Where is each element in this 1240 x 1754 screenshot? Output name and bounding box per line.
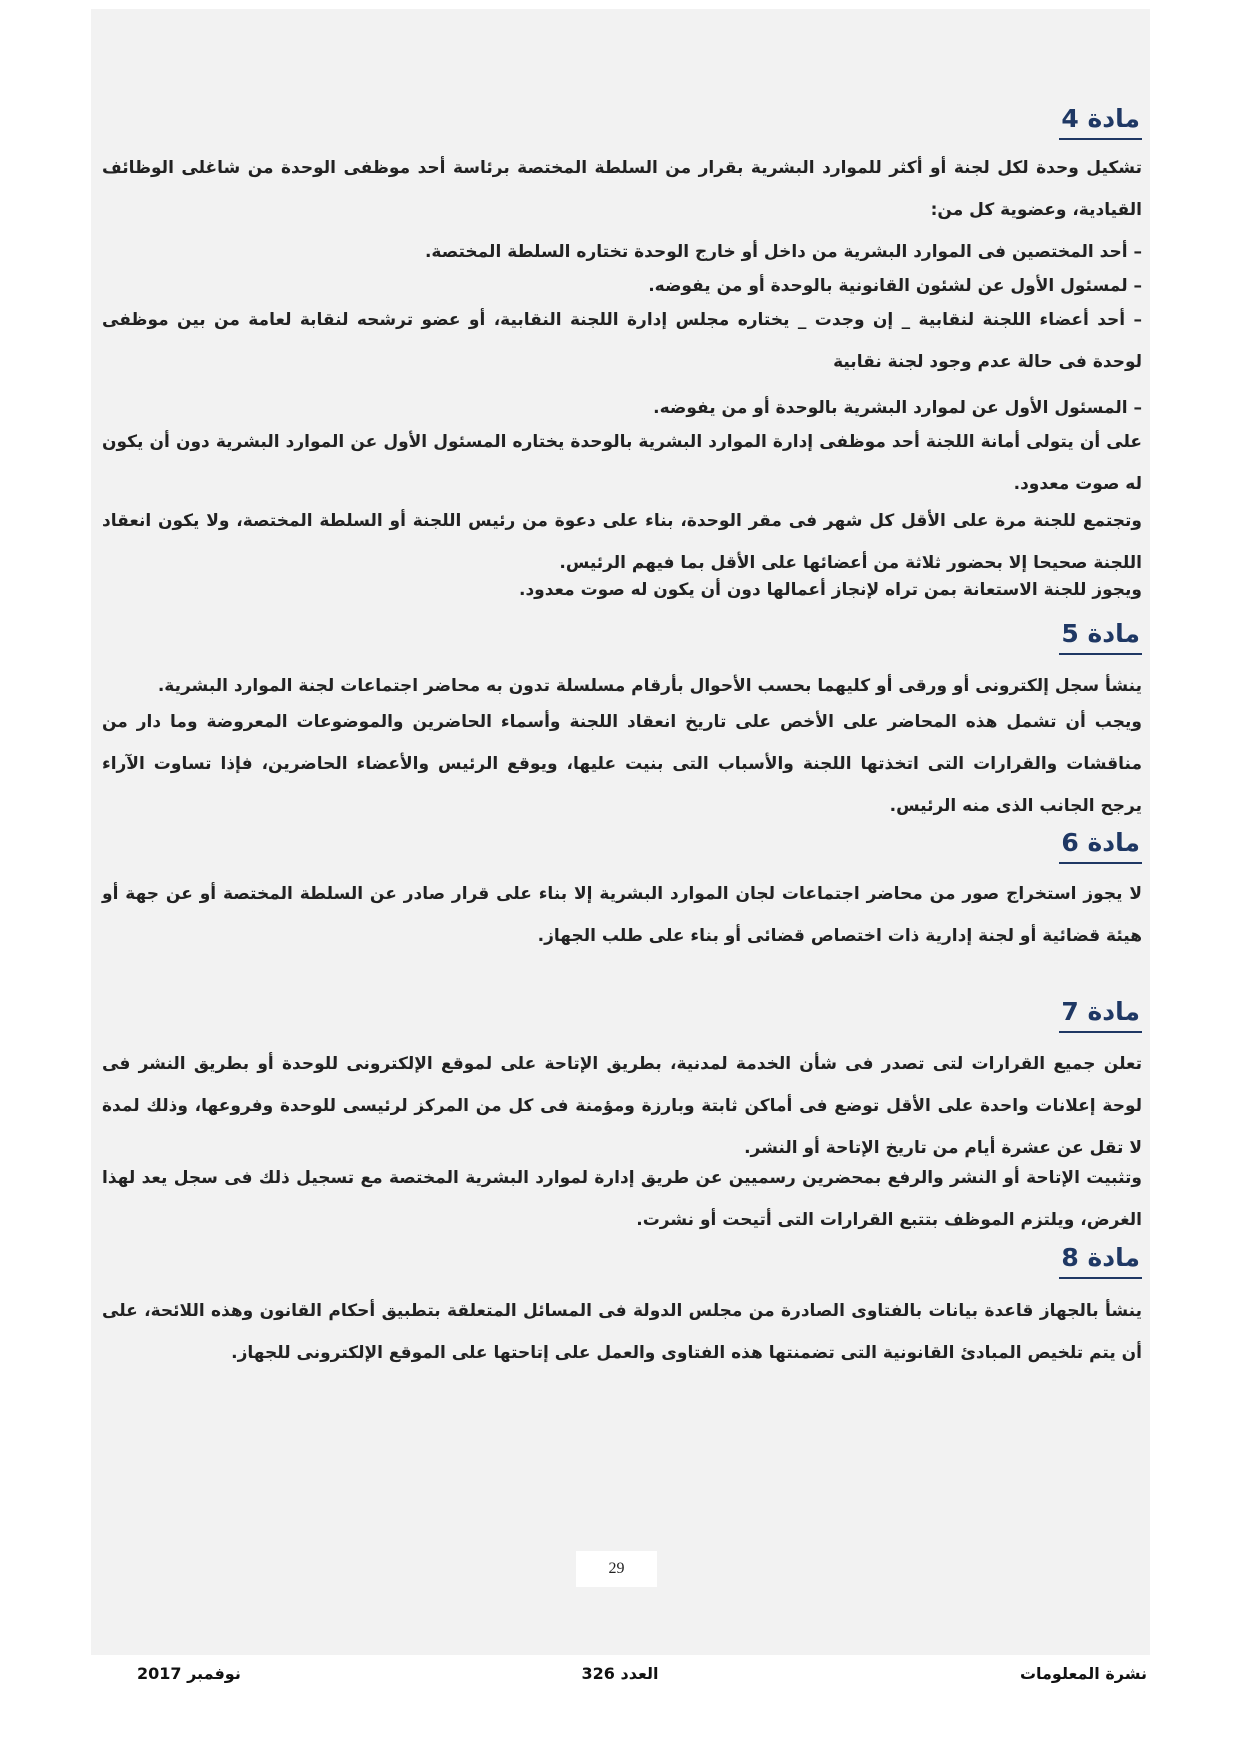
- article-6-para-1: لا يجوز استخراج صور من محاضر اجتماعات لجان الموارد البشرية إلا بناء على قرار صادر عن السلطة المختصة أو عن جهة أو هيئة قضائية أو لجنة إدارية ذات اختصاص قضائى أو بناء على طلب الجهاز.: [102, 884, 1142, 946]
- article-6-heading: مادة 6: [1059, 826, 1142, 864]
- article-7-heading: مادة 7: [1059, 995, 1142, 1033]
- article-8-heading: مادة 8: [1059, 1241, 1142, 1279]
- article-4-para-1: تشكيل وحدة لكل لجنة أو أكثر للموارد البشرية بقرار من السلطة المختصة برئاسة أحد موظفى الوحدة من شاغلى الوظائف القيادية، وعضوية كل من:: [102, 158, 1142, 220]
- article-7-para-1: تعلن جميع القرارات لتى تصدر فى شأن الخدمة لمدنية، بطريق الإتاحة على لموقع الإلكترونى للوحدة أو بطريق النشر فى لوحة إعلانات واحدة على الأقل توضع فى أماكن ثابتة وبارزة ومؤمنة فى كل من المركز لرئيسى للوحدة وفروعها، وذلك لمدة لا تقل عن عشرة أيام من تاريخ الإتاحة أو النشر.: [102, 1054, 1142, 1158]
- page-panel: [91, 9, 1150, 1655]
- article-4-para-4: – أحد أعضاء اللجنة لنقابية _ إن وجدت _ يختاره مجلس إدارة اللجنة النقابية، أو عضو ترشحه لنقابة لعامة من بين موظفى لوحدة فى حالة عدم وجود لجنة نقابية: [102, 310, 1142, 372]
- article-4-para-8: ويجوز للجنة الاستعانة بمن تراه لإنجاز أعمالها دون أن يكون له صوت معدود.: [518, 580, 1142, 600]
- article-4-para-7: وتجتمع للجنة مرة على الأقل كل شهر فى مقر الوحدة، بناء على دعوة من رئيس اللجنة أو السلطة المختصة، ولا يكون انعقاد اللجنة صحيحا إلا بحضور ثلاثة من أعضائها على الأقل بما فيهم الرئيس.: [102, 511, 1142, 573]
- article-5-para-1: ينشأ سجل إلكترونى أو ورقى أو كليهما بحسب الأحوال بأرقام مسلسلة تدون به محاضر اجتماعات لجنة الموارد البشرية.: [157, 676, 1142, 696]
- page-number: 29: [576, 1551, 657, 1587]
- article-4-para-3: – لمسئول الأول عن لشئون القانونية بالوحدة أو من يفوضه.: [648, 276, 1142, 296]
- footer-date: نوفمبر 2017: [137, 1664, 241, 1683]
- footer-publication: نشرة المعلومات: [1019, 1664, 1147, 1683]
- article-8-para-1: ينشأ بالجهاز قاعدة بيانات بالفتاوى الصادرة من مجلس الدولة فى المسائل المتعلقة بتطبيق أحكام القانون وهذه اللائحة، على أن يتم تلخيص المبادئ القانونية التى تضمنتها هذه الفتاوى والعمل على إتاحتها على الموقع الإلكترونى للجهاز.: [102, 1301, 1142, 1363]
- article-4-para-6: على أن يتولى أمانة اللجنة أحد موظفى إدارة الموارد البشرية بالوحدة يختاره المسئول الأول عن الموارد البشرية دون أن يكون له صوت معدود.: [102, 432, 1142, 494]
- article-5-heading: مادة 5: [1059, 617, 1142, 655]
- article-4-para-5: – المسئول الأول عن لموارد البشرية بالوحدة أو من يفوضه.: [653, 398, 1142, 418]
- article-5-para-2: ويجب أن تشمل هذه المحاضر على الأخص على تاريخ انعقاد اللجنة وأسماء الحاضرين والموضوعات المعروضة وما دار من مناقشات والقرارات التى اتخذتها اللجنة والأسباب التى بنيت عليها، ويوقع الرئيس والأعضاء الحاضرين، فإذا تساوت الآراء يرجح الجانب الذى منه الرئيس.: [102, 712, 1142, 816]
- page-content: [91, 9, 1150, 1655]
- article-4-para-2: – أحد المختصين فى الموارد البشرية من داخل أو خارج الوحدة تختاره السلطة المختصة.: [424, 242, 1142, 262]
- article-4-heading: مادة 4: [1059, 102, 1142, 140]
- footer-issue: العدد 326: [581, 1664, 659, 1683]
- article-7-para-2: وتثبيت الإتاحة أو النشر والرفع بمحضرين رسميين عن طريق إدارة لموارد البشرية المختصة مع تسجيل ذلك فى سجل يعد لهذا الغرض، ويلتزم الموظف بتتبع القرارات التى أتيحت أو نشرت.: [102, 1168, 1142, 1230]
